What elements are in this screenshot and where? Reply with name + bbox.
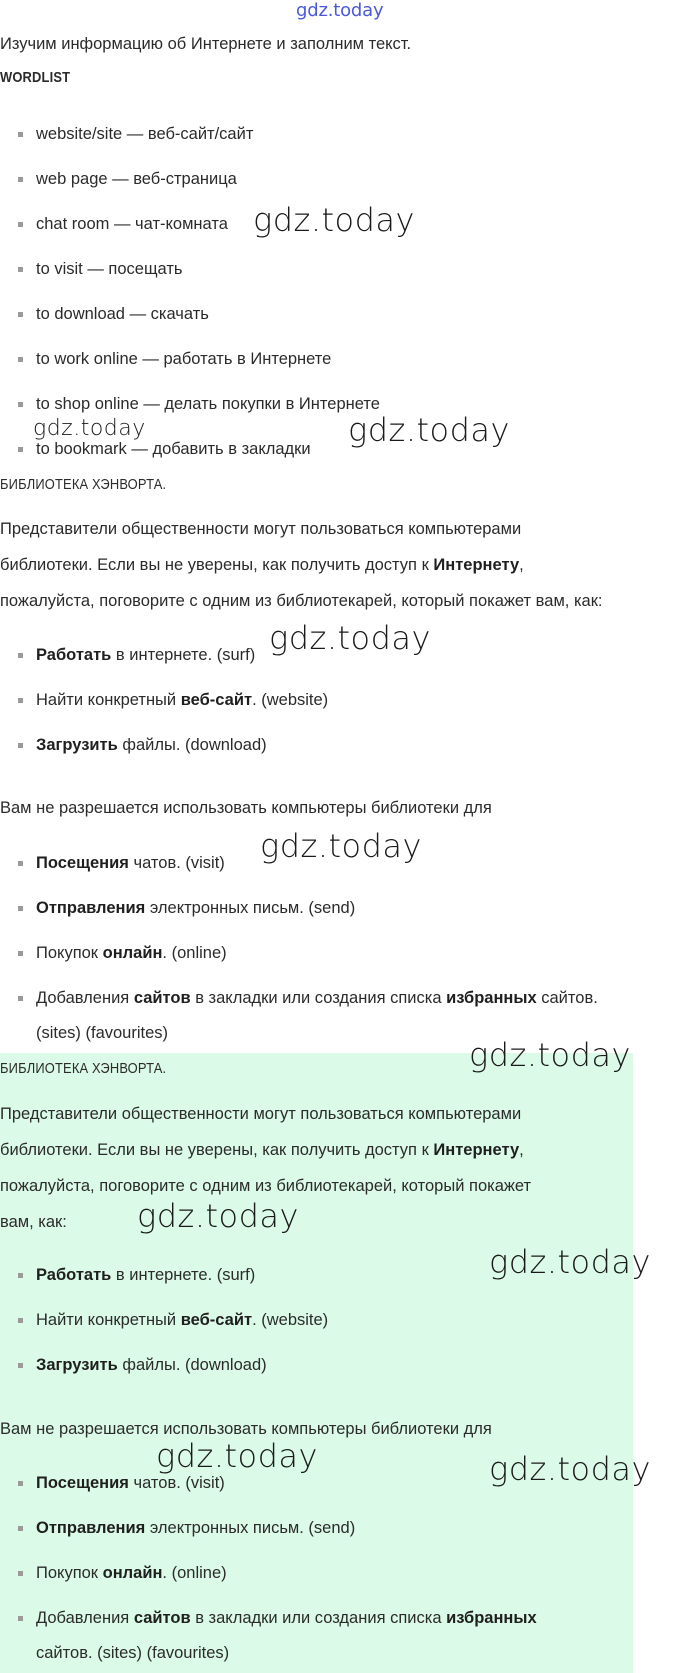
bullet-icon — [18, 996, 23, 1001]
list-item: Загрузить файлы. (download) — [36, 1355, 267, 1375]
list-item: chat room — чат-комната — [36, 214, 228, 234]
bullet-icon — [18, 951, 23, 956]
bullet-icon — [18, 1571, 23, 1576]
bullet-icon — [18, 447, 23, 452]
paragraph-line: Представители общественности могут пользоваться компьютерами — [0, 1105, 522, 1123]
bullet-icon — [18, 698, 23, 703]
list-item: Найти конкретный веб-сайт. (website) — [36, 1310, 328, 1330]
paragraph-line: Представители общественности могут пользоваться компьютерами — [0, 520, 522, 538]
bullet-icon — [18, 177, 23, 182]
bullet-icon — [18, 222, 23, 227]
bullet-icon — [18, 312, 23, 317]
list-item: Загрузить файлы. (download) — [36, 735, 267, 755]
watermark: gdz.today — [137, 1197, 299, 1235]
list-item: Добавления сайтов в закладки или создания списка избранных сайтов. — [36, 988, 598, 1008]
section-title: БИБЛИОТЕКА ХЭНВОРТА. — [0, 1060, 167, 1077]
watermark: gdz.today — [348, 411, 510, 449]
watermark: gdz.today — [469, 1036, 631, 1074]
list-item: Посещения чатов. (visit) — [36, 853, 225, 873]
watermark: gdz.today — [156, 1437, 318, 1475]
watermark: gdz.today — [269, 619, 431, 657]
bullet-icon — [18, 267, 23, 272]
list-item: Добавления сайтов в закладки или создания списка избранных — [36, 1608, 537, 1628]
paragraph-line: библиотеки. Если вы не уверены, как получить доступ к Интернету, — [0, 556, 524, 574]
list-item: to download — скачать — [36, 304, 209, 324]
bullet-icon — [18, 653, 23, 658]
list-item: Покупок онлайн. (online) — [36, 1563, 227, 1583]
paragraph-line: Вам не разрешается использовать компьютеры библиотеки для — [0, 1420, 492, 1438]
watermark: gdz.today — [253, 201, 415, 239]
bullet-icon — [18, 1318, 23, 1323]
list-item: Посещения чатов. (visit) — [36, 1473, 225, 1493]
site-logo[interactable]: gdz.today — [296, 0, 384, 21]
list-item: website/site — веб-сайт/сайт — [36, 124, 253, 144]
list-item: Найти конкретный веб-сайт. (website) — [36, 690, 328, 710]
paragraph-line: пожалуйста, поговорите с одним из библиотекарей, который покажет — [0, 1177, 532, 1195]
list-item: Покупок онлайн. (online) — [36, 943, 227, 963]
bullet-icon — [18, 1273, 23, 1278]
intro-text: Изучим информацию об Интернете и заполним текст. — [0, 35, 412, 53]
list-item-continuation: (sites) (favourites) — [36, 1024, 169, 1042]
bullet-icon — [18, 132, 23, 137]
list-item: to visit — посещать — [36, 259, 183, 279]
list-item: to work online — работать в Интернете — [36, 349, 331, 369]
bullet-icon — [18, 1481, 23, 1486]
paragraph-line: пожалуйста, поговорите с одним из библиотекарей, который покажет вам, как: — [0, 592, 603, 610]
wordlist-title: WORDLIST — [0, 69, 71, 86]
bullet-icon — [18, 357, 23, 362]
list-item: Работать в интернете. (surf) — [36, 645, 255, 665]
watermark: gdz.today — [260, 827, 422, 865]
list-item: to bookmark — добавить в закладки — [36, 439, 311, 459]
watermark: gdz.today — [33, 416, 146, 441]
list-item: Отправления электронных письм. (send) — [36, 1518, 355, 1538]
bullet-icon — [18, 906, 23, 911]
section-title: БИБЛИОТЕКА ХЭНВОРТА. — [0, 476, 167, 493]
paragraph-line: Вам не разрешается использовать компьютеры библиотеки для — [0, 799, 492, 817]
watermark: gdz.today — [489, 1450, 651, 1488]
list-item: Отправления электронных письм. (send) — [36, 898, 355, 918]
bullet-icon — [18, 743, 23, 748]
list-item-continuation: сайтов. (sites) (favourites) — [36, 1644, 230, 1662]
list-item: web page — веб-страница — [36, 169, 237, 189]
bullet-icon — [18, 402, 23, 407]
list-item: to shop online — делать покупки в Интернете — [36, 394, 380, 414]
bullet-icon — [18, 1363, 23, 1368]
list-item: Работать в интернете. (surf) — [36, 1265, 255, 1285]
watermark: gdz.today — [489, 1243, 651, 1281]
paragraph-line: вам, как: — [0, 1213, 67, 1231]
bullet-icon — [18, 861, 23, 866]
bullet-icon — [18, 1526, 23, 1531]
bullet-icon — [18, 1616, 23, 1621]
paragraph-line: библиотеки. Если вы не уверены, как получить доступ к Интернету, — [0, 1141, 524, 1159]
